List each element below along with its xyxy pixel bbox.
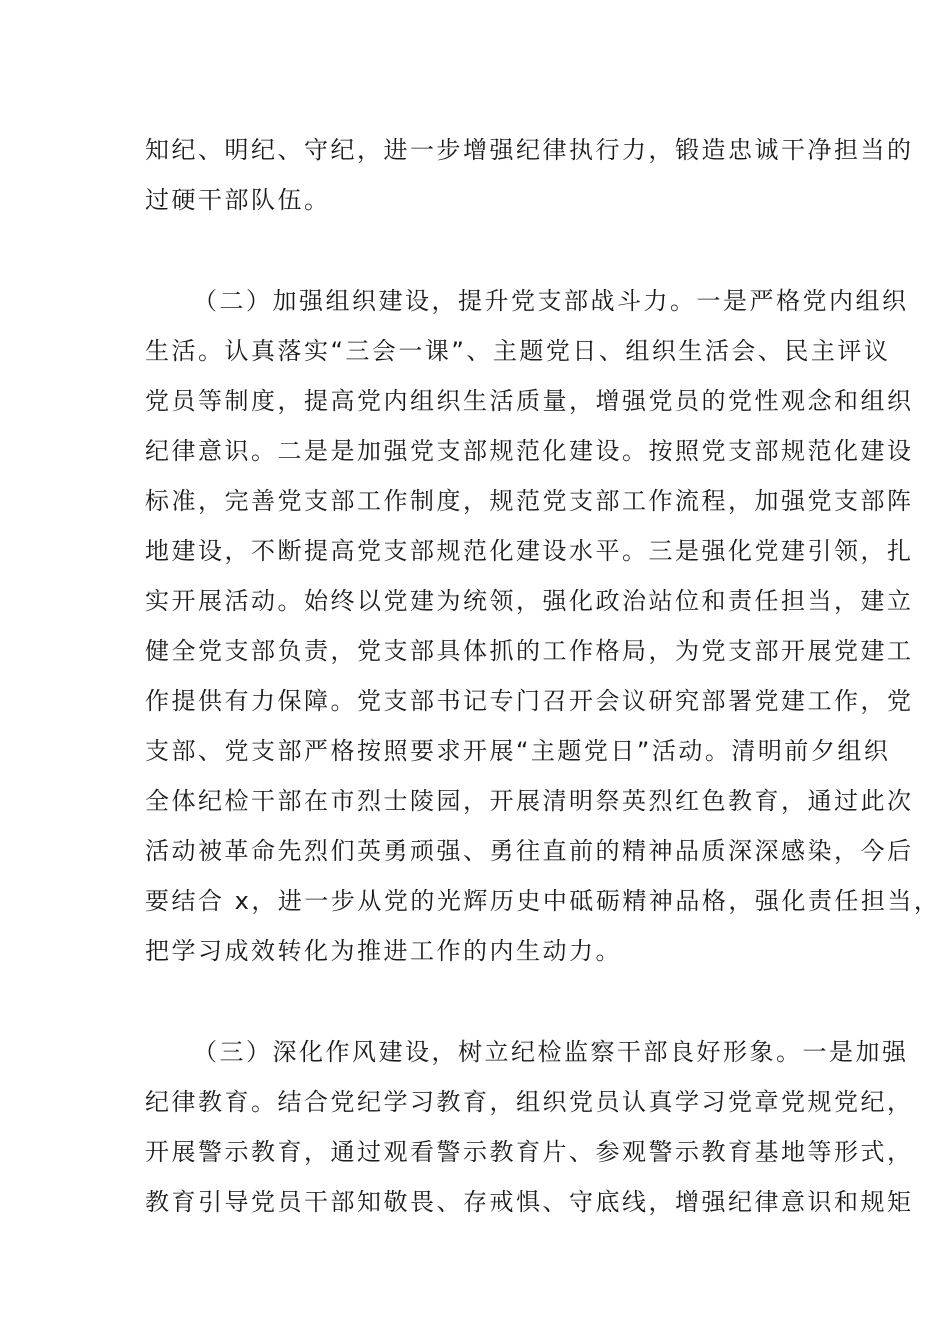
text-line: 实开展活动。始终以党建为统领，强化政治站位和责任担当，建立 (145, 587, 914, 615)
text-line: 纪律意识。二是是加强党支部规范化建设。按照党支部规范化建设 (145, 437, 914, 465)
text-line: 教育引导党员干部知敬畏、存戒惧、守底线，增强纪律意识和规矩 (145, 1188, 914, 1216)
text-line: 支部、党支部严格按照要求开展“主题党日”活动。清明前夕组织 (145, 737, 891, 765)
text-line: 生活。认真落实“三会一课”、主题党日、组织生活会、民主评议 (145, 337, 891, 365)
text-line: （三）深化作风建设，树立纪检监察干部良好形象。一是加强 (193, 1038, 909, 1066)
text-line: 知纪、明纪、守纪，进一步增强纪律执行力，锻造忠诚干净担当的 (145, 136, 914, 164)
text-line: 作提供有力保障。党支部书记专门召开会议研究部署党建工作，党 (145, 687, 914, 715)
text-line: 健全党支部负责，党支部具体抓的工作格局，为党支部开展党建工 (145, 637, 914, 665)
text-line: 开展警示教育，通过观看警示教育片、参观警示教育基地等形式， (145, 1138, 914, 1166)
text-line: 全体纪检干部在市烈士陵园，开展清明祭英烈红色教育，通过此次 (145, 787, 914, 815)
text-line: 要结合 x，进一步从党的光辉历史中砥砺精神品格，强化责任担当， (145, 887, 941, 915)
text-line: 地建设，不断提高党支部规范化建设水平。三是强化党建引领，扎 (145, 537, 914, 565)
text-line: 过硬干部队伍。 (145, 186, 331, 214)
text-line: 活动被革命先烈们英勇顽强、勇往直前的精神品质深深感染，今后 (145, 837, 914, 865)
text-line: （二）加强组织建设，提升党支部战斗力。一是严格党内组织 (193, 287, 909, 315)
text-line: 党员等制度，提高党内组织生活质量，增强党员的党性观念和组织 (145, 387, 914, 415)
text-line: 纪律教育。结合党纪学习教育，组织党员认真学习党章党规党纪， (145, 1088, 914, 1116)
text-line: 标准，完善党支部工作制度，规范党支部工作流程，加强党支部阵 (145, 487, 914, 515)
text-line: 把学习成效转化为推进工作的内生动力。 (145, 937, 622, 965)
